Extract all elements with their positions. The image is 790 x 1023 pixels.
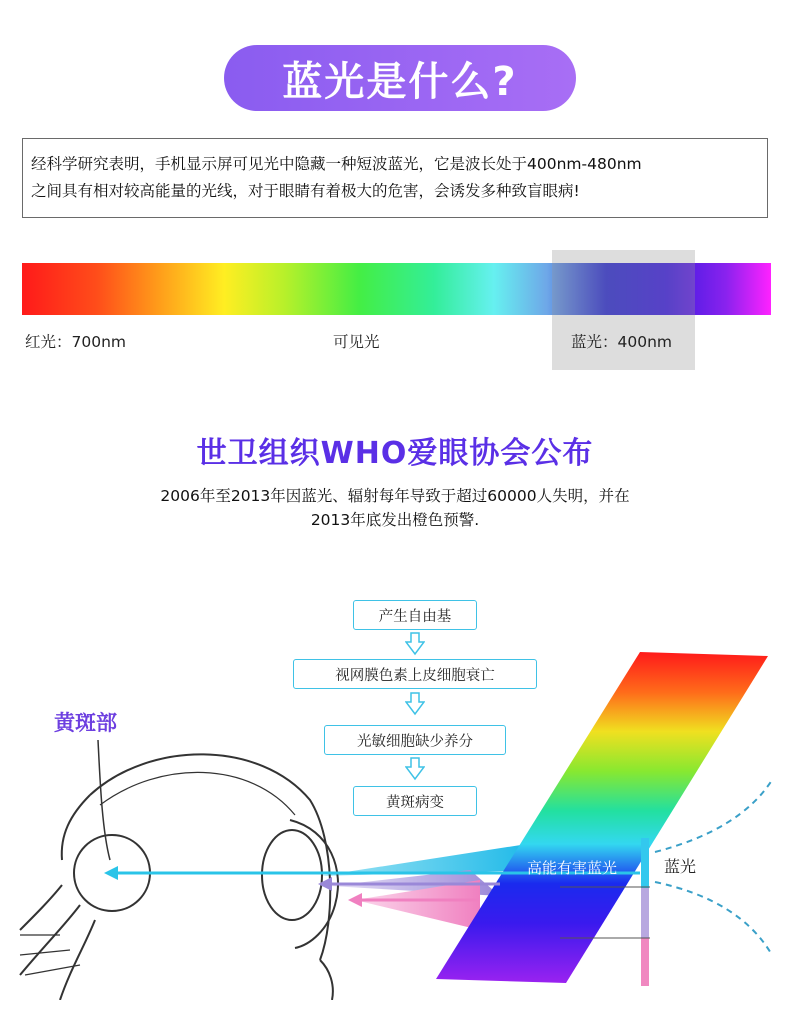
who-description [0, 484, 790, 532]
page-title: 蓝光是什么? [282, 58, 518, 105]
intro-line-1: 经科学研究表明，手机显示屏可见光中隐藏一种短波蓝光，它是波长处于400nm-480nm [31, 155, 642, 173]
eye-outline [20, 754, 338, 1000]
flow-arrow-down-icon [405, 632, 425, 656]
blue-light-label: 蓝光：400nm [571, 333, 673, 351]
flow-step-1: 产生自由基 [353, 600, 477, 630]
intro-box [22, 138, 768, 218]
who-title: 世卫组织WHO爱眼协会公布 [196, 436, 594, 471]
red-light-label: 红光：700nm [25, 333, 127, 351]
dashed-curve-bottom [655, 882, 772, 955]
flow-step-3: 光敏细胞缺少养分 [324, 725, 506, 755]
who-line-2: 2013年底发出橙色预警. [310, 511, 480, 529]
blue-ray-arrowhead [104, 866, 118, 880]
pink-segment [641, 938, 649, 986]
flow-arrow-down-icon [405, 692, 425, 716]
visible-light-label: 可见光 [333, 333, 380, 351]
flow-step-2: 视网膜色素上皮细胞衰亡 [293, 659, 537, 689]
macula-label: 黄斑部 [54, 711, 117, 735]
flow-step-4: 黄斑病变 [353, 786, 477, 816]
intro-line-2: 之间具有相对较高能量的光线，对于眼睛有着极大的危害，会诱发多种致盲眼病! [31, 182, 580, 200]
flow-arrow-down-icon [405, 757, 425, 781]
pink-ray-arrowhead [348, 893, 362, 907]
harmful-blue-light-band [436, 652, 768, 983]
who-line-1: 2006年至2013年因蓝光、辐射每年导致于超过60000人失明，并在 [160, 487, 630, 505]
blue-light-highlight [552, 250, 695, 370]
macula-pointer [98, 740, 110, 860]
band-label: 高能有害蓝光 [526, 859, 618, 877]
blue-segment [641, 838, 649, 888]
violet-segment [641, 888, 649, 938]
title-pill [224, 45, 576, 111]
blue-light-side-label: 蓝光 [664, 857, 697, 876]
